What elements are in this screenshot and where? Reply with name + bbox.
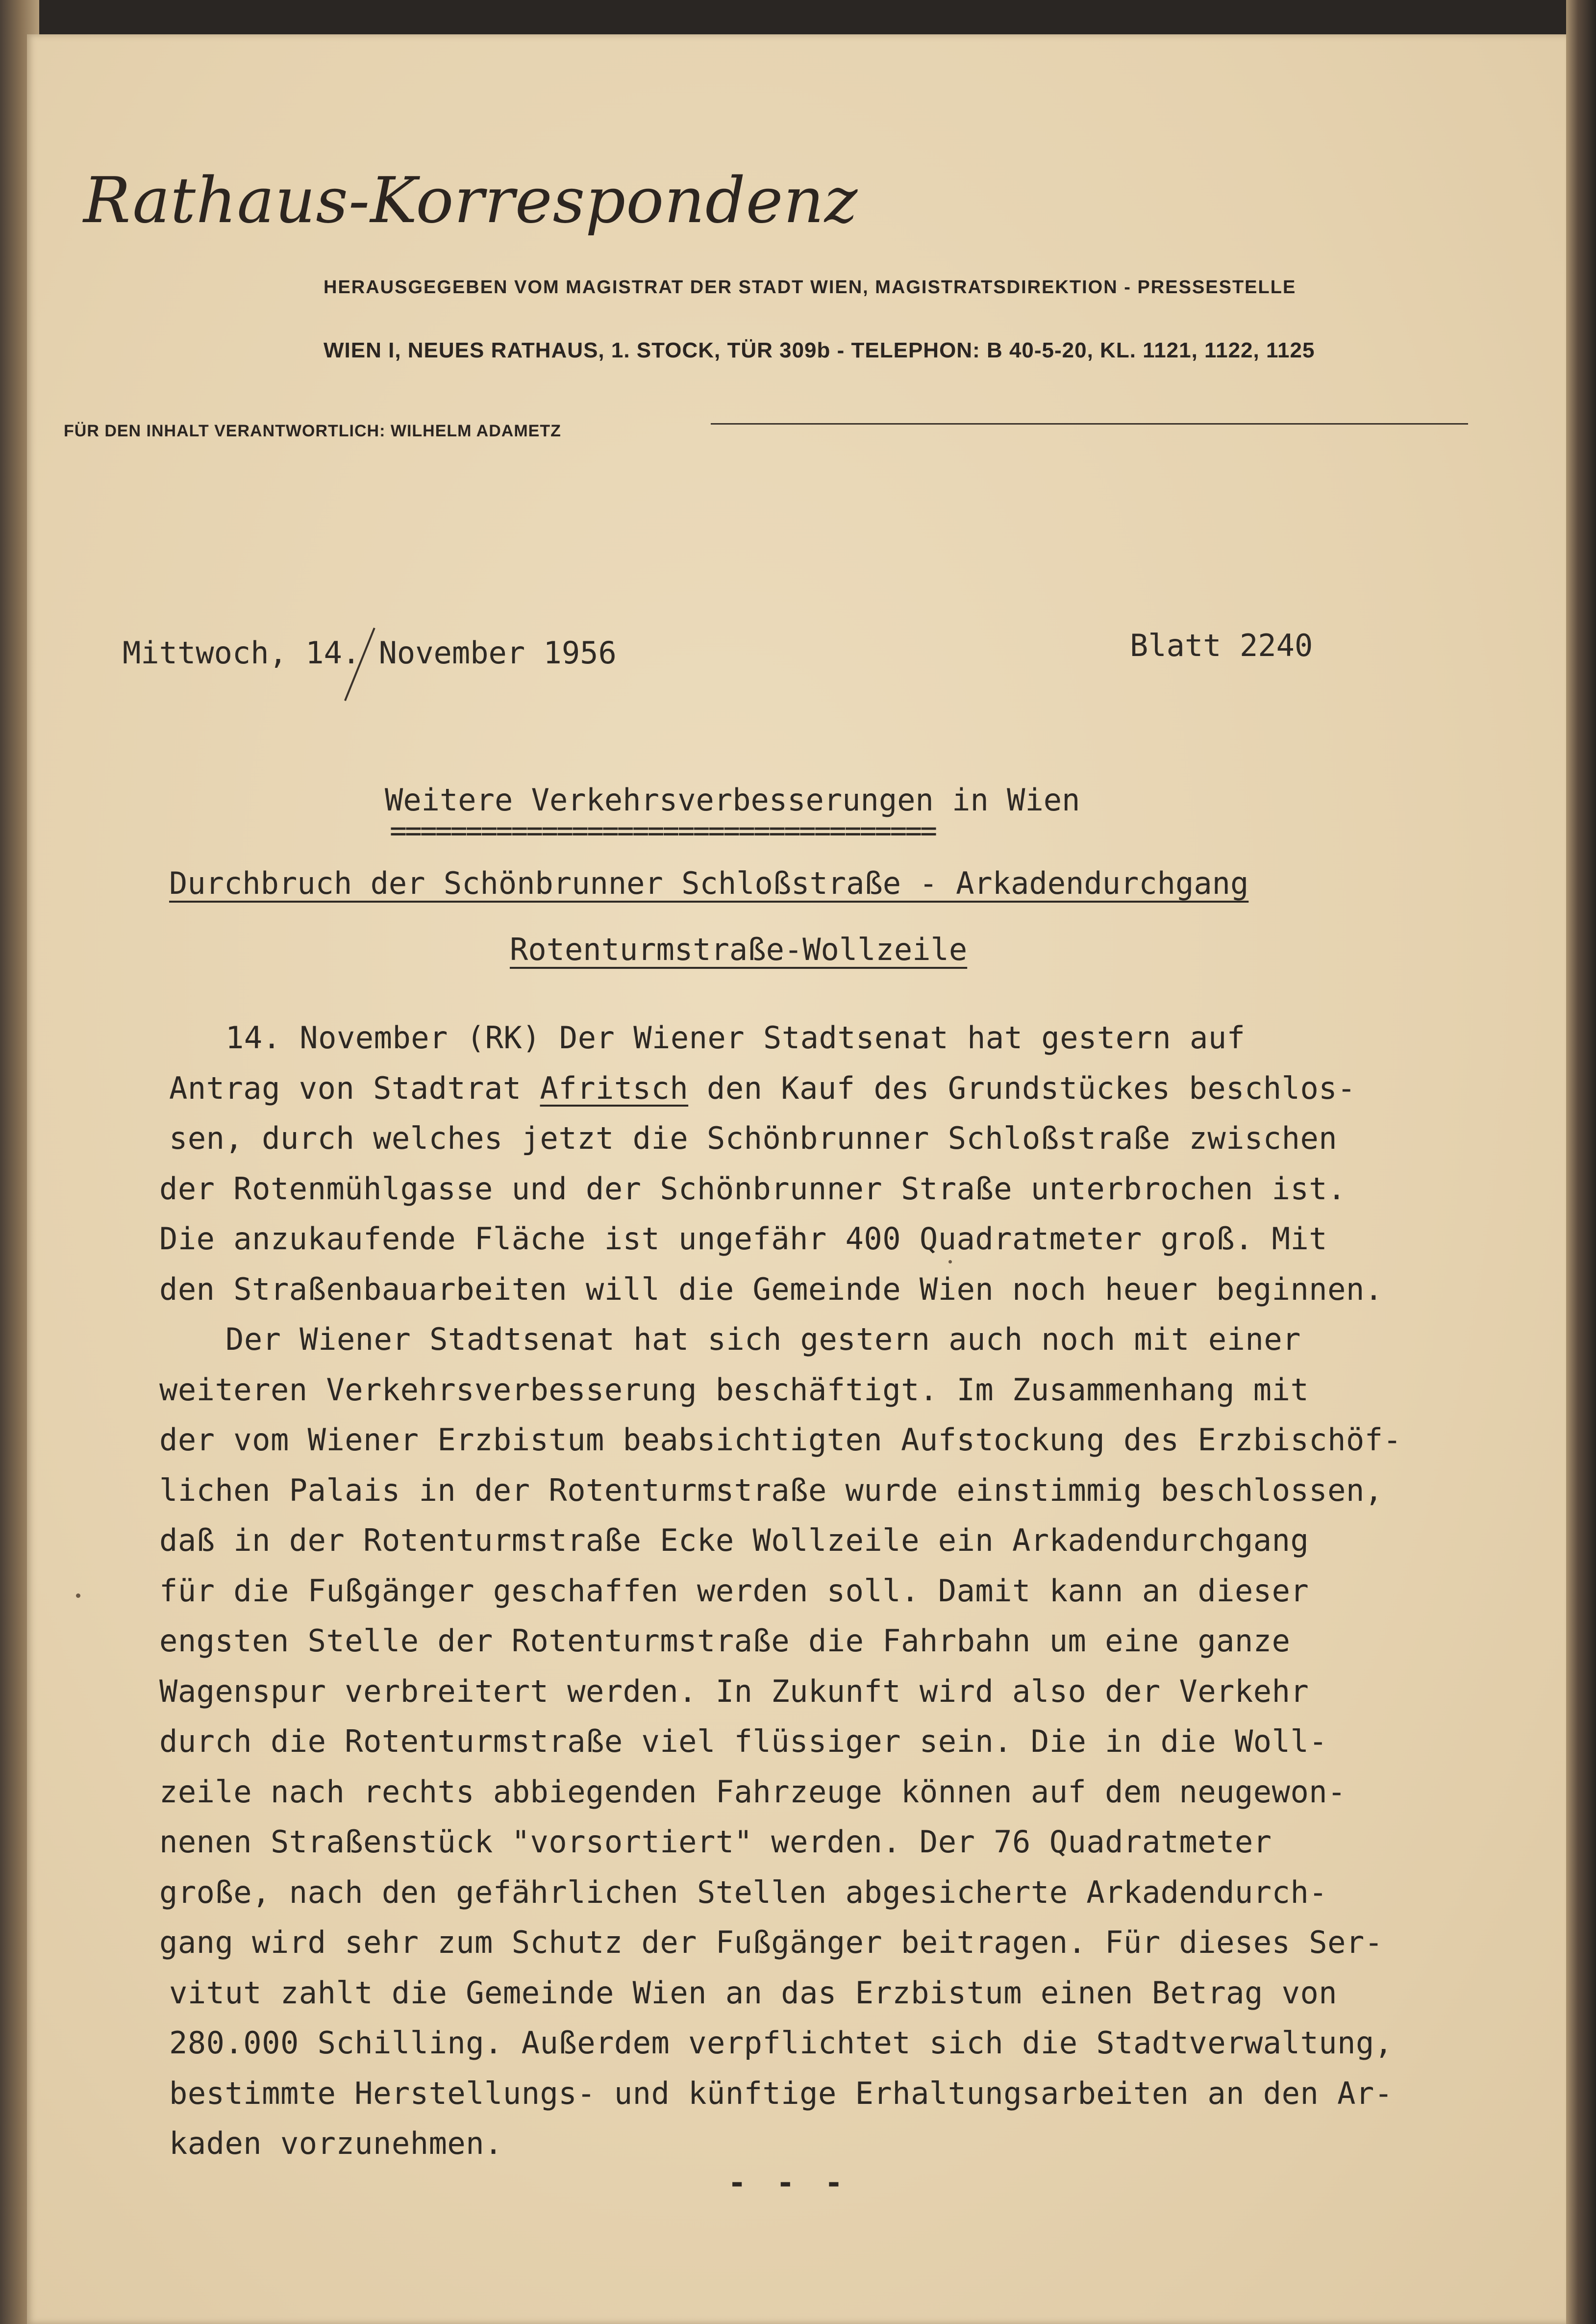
masthead-title: Rathaus-Korrespondenz bbox=[83, 164, 858, 237]
body-line: vitut zahlt die Gemeinde Wien an das Erzbistum einen Betrag von bbox=[169, 1975, 1338, 2011]
body-line: lichen Palais in der Rotenturmstraße wurde einstimmig beschlossen, bbox=[159, 1472, 1383, 1508]
document-page bbox=[27, 34, 1569, 2324]
body-text: Antrag von Stadtrat bbox=[169, 1070, 540, 1106]
headline-primary: Durchbruch der Schönbrunner Schloßstraße - Arkadendurchgang bbox=[169, 865, 1249, 901]
paper-speck bbox=[948, 1260, 952, 1263]
header-rule bbox=[711, 423, 1468, 425]
address-line: WIEN I, NEUES RATHAUS, 1. STOCK, TÜR 309b - TELEPHON: B 40-5-20, KL. 1121, 1122, 1125 bbox=[324, 338, 1315, 362]
body-line: nenen Straßenstück "vorsortiert" werden. Der 76 Quadratmeter bbox=[159, 1824, 1272, 1860]
body-line: Wagenspur verbreitert werden. In Zukunft wird also der Verkehr bbox=[159, 1673, 1309, 1709]
body-line: 14. November (RK) Der Wiener Stadtsenat hat gestern auf bbox=[225, 1020, 1246, 1056]
end-mark: - - - bbox=[728, 2165, 849, 2200]
body-line: der Rotenmühlgasse und der Schönbrunner Straße unterbrochen ist. bbox=[159, 1171, 1346, 1207]
kicker-double-rule: ==================================== bbox=[390, 814, 936, 847]
body-line: den Straßenbauarbeiten will die Gemeinde Wien noch heuer beginnen. bbox=[159, 1271, 1383, 1307]
body-line: engsten Stelle der Rotenturmstraße die Fahrbahn um eine ganze bbox=[159, 1623, 1291, 1659]
body-line: bestimmte Herstellungs- und künftige Erhaltungsarbeiten an den Ar- bbox=[169, 2075, 1393, 2111]
body-line: durch die Rotenturmstraße viel flüssiger sein. Die in die Woll- bbox=[159, 1723, 1328, 1759]
body-line: große, nach den gefährlichen Stellen abgesicherte Arkadendurch- bbox=[159, 1874, 1328, 1910]
body-line: Die anzukaufende Fläche ist ungefähr 400 Quadratmeter groß. Mit bbox=[159, 1221, 1328, 1257]
responsible-line: FÜR DEN INHALT VERANTWORTLICH: WILHELM ADAMETZ bbox=[64, 422, 561, 440]
publisher-line: HERAUSGEGEBEN VOM MAGISTRAT DER STADT WIEN, MAGISTRATSDIREKTION - PRESSESTELLE bbox=[324, 277, 1297, 298]
page-edge-shadow bbox=[1566, 0, 1596, 2324]
councillor-name: Afritsch bbox=[540, 1070, 689, 1106]
body-line: für die Fußgänger geschaffen werden soll. Damit kann an dieser bbox=[159, 1573, 1309, 1609]
article-kicker: Weitere Verkehrsverbesserungen in Wien bbox=[385, 782, 1080, 818]
body-line: 280.000 Schilling. Außerdem verpflichtet sich die Stadtverwaltung, bbox=[169, 2025, 1393, 2061]
body-line: gang wird sehr zum Schutz der Fußgänger beitragen. Für dieses Ser- bbox=[159, 1924, 1383, 1960]
sheet-number: Blatt 2240 bbox=[1130, 628, 1313, 663]
headline-secondary: Rotenturmstraße-Wollzeile bbox=[510, 932, 968, 967]
body-line: weiteren Verkehrsverbesserung beschäftigt. Im Zusammenhang mit bbox=[159, 1372, 1309, 1408]
body-line bbox=[169, 1070, 1356, 1106]
body-text: den Kauf des Grundstückes beschlos- bbox=[688, 1070, 1356, 1106]
body-line: daß in der Rotenturmstraße Ecke Wollzeile ein Arkadendurchgang bbox=[159, 1522, 1309, 1558]
body-line: zeile nach rechts abbiegenden Fahrzeuge können auf dem neugewon- bbox=[159, 1774, 1346, 1810]
body-line: kaden vorzunehmen. bbox=[169, 2125, 503, 2161]
date-line: Mittwoch, 14. November 1956 bbox=[123, 635, 617, 671]
body-line: Der Wiener Stadtsenat hat sich gestern auch noch mit einer bbox=[225, 1321, 1301, 1357]
body-line: sen, durch welches jetzt die Schönbrunner Schloßstraße zwischen bbox=[169, 1120, 1338, 1156]
body-line: der vom Wiener Erzbistum beabsichtigten Aufstockung des Erzbischöf- bbox=[159, 1422, 1402, 1458]
paper-speck bbox=[76, 1593, 80, 1598]
